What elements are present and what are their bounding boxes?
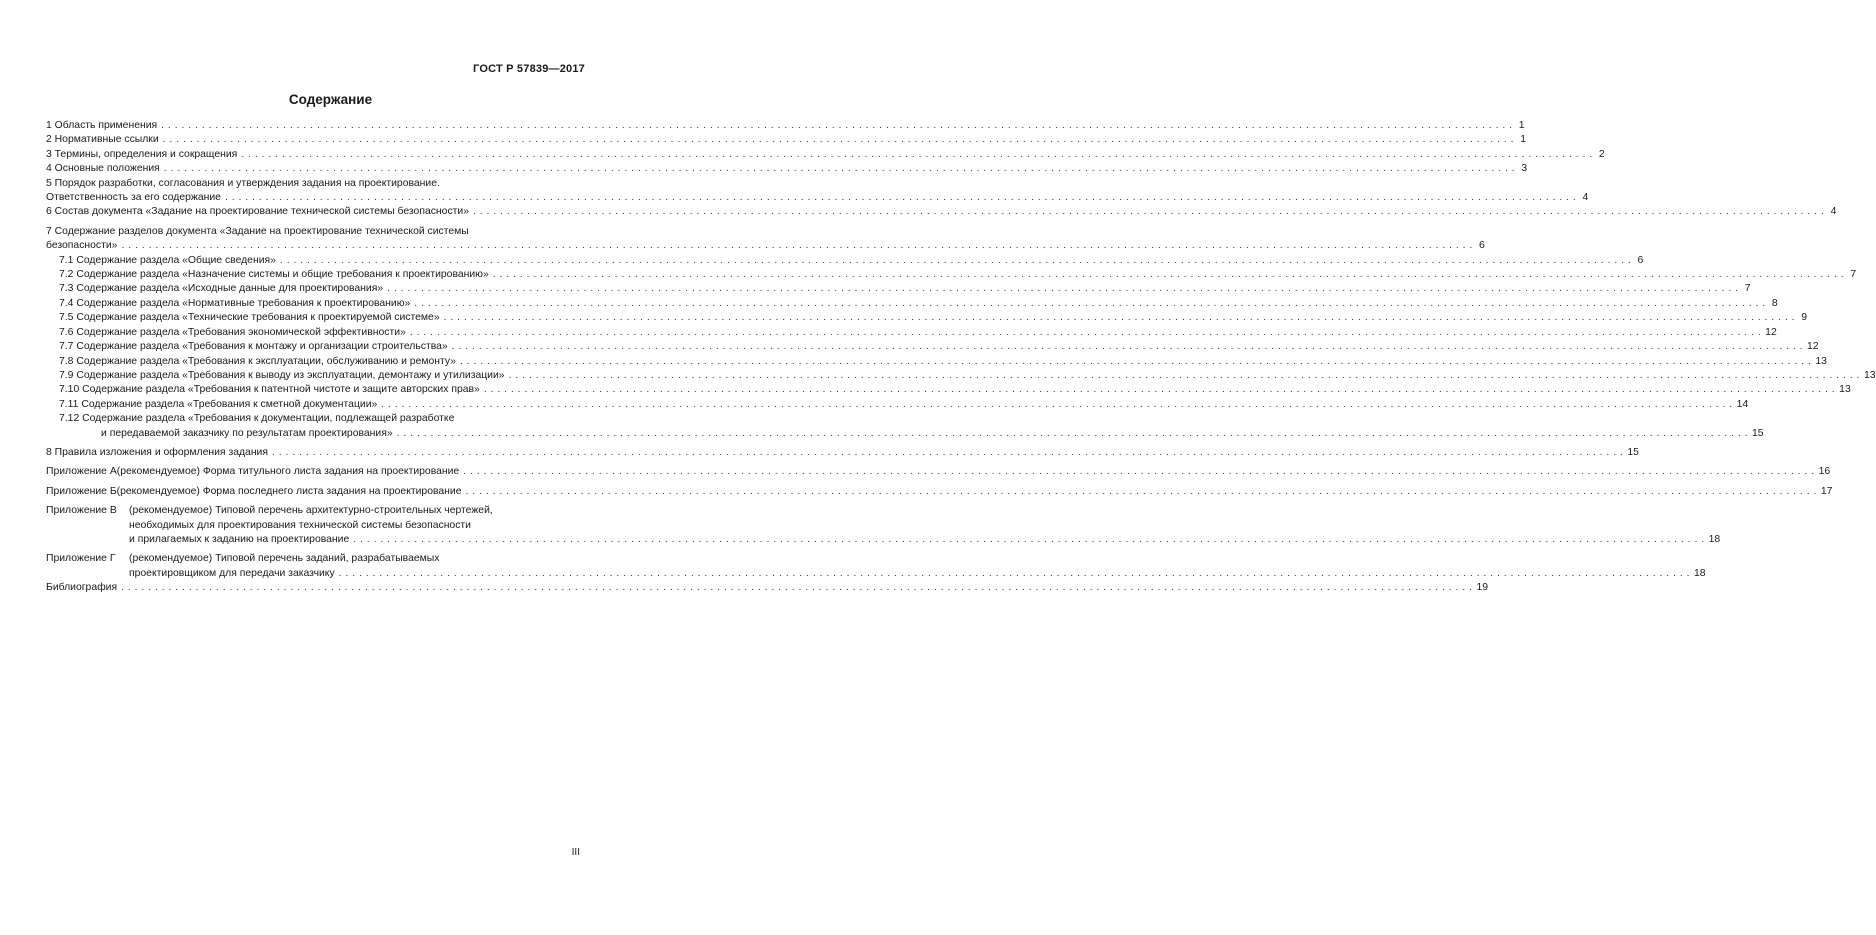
toc-entry-title-cont: и прилагаемых к заданию на проектирование (129, 533, 350, 545)
toc-entry-page: 13 (1839, 384, 1851, 396)
toc-entry-title: 1 Область применения (46, 120, 158, 131)
dot-leader: . . . . . . . . . . . . . . . . . . . . . . . . . . . . . . . . . . . . . . . . . . . . . . . . . . . . . . . . . . . . . . . . . . . . . . . . . . . . . . . . . . . . . . . . . . . . . . . . . . . . . . . . . . . . . . . . . . . . . . . . . . . . . . . . . . . . . . . . . . . . . . . . . . . . . . . . . . . . . . . . . . . . . . . . . . . . . . . . . . . . . . . . . . . . . . . . . . . . . . . . (161, 120, 1513, 131)
toc-entry-title: 7.3 Содержание раздела «Исходные данные для проектирования» (59, 283, 384, 295)
toc-entry-title: (рекомендуемое) Типовой перечень архитектурно-строительных чертежей, (129, 505, 493, 517)
dot-leader: . . . . . . . . . . . . . . . . . . . . . . . . . . . . . . . . . . . . . . . . . . . . . . . . . . . . . . . . . . . . . . . . . . . . . . . . . . . . . . . . . . . . . . . . . . . . . . . . . . . . . . . . . . . . . . . . . . . . . . . . . . . . . . . . . . . . . . . . . . . . . . . . . . . . . . . . . . . . . . . . . . . . . . . . . . . . . . . . . . . . . . . . . . . . . . . . . . . . . . . . (338, 567, 1691, 579)
toc-entry[interactable] (46, 326, 1777, 340)
toc-entry-title: 7.5 Содержание раздела «Технические требования к проектируемой системе» (59, 312, 440, 324)
toc-entry[interactable] (46, 412, 1764, 441)
dot-leader: . . . . . . . . . . . . . . . . . . . . . . . . . . . . . . . . . . . . . . . . . . . . . . . . . . . . . . . . . . . . . . . . . . . . . . . . . . . . . . . . . . . . . . . . . . . . . . . . . . . . . . . . . . . . . . . . . . . . . . . . . . . . . . . . . . . . . . . . . . . . . . . . . . . . . . . . . . . . . . . . . . . . . . . . . . . . . . . . . . . . . . . . . . . . . . . . . . . . . . . . (443, 312, 1795, 324)
toc-entry-page: 18 (1694, 567, 1706, 579)
toc-entry[interactable] (46, 119, 1525, 133)
dot-leader: . . . . . . . . . . . . . . . . . . . . . . . . . . . . . . . . . . . . . . . . . . . . . . . . . . . . . . . . . . . . . . . . . . . . . . . . . . . . . . . . . . . . . . . . . . . . . . . . . . . . . . . . . . . . . . . . . . . . . . . . . . . . . . . . . . . . . . . . . . . . . . . . . . . . . . . . . . . . . . . . . . . . . . . . . . . . . . . . . . . . . . . . . . . . . . . . . . . . . . . . (121, 582, 1473, 594)
toc-entry-title-cont: безопасности» (46, 240, 118, 252)
toc-entry[interactable] (46, 225, 1485, 254)
toc-entry[interactable] (46, 311, 1807, 325)
appendix-label: Приложение А (46, 466, 117, 478)
toc-entry[interactable] (46, 268, 1857, 282)
toc-entry-page: 13 (1815, 355, 1827, 367)
toc-entry-page: 17 (1820, 485, 1833, 497)
toc-entry-title: (рекомендуемое) Форма последнего листа задания на проектирование (116, 485, 462, 497)
dot-leader: . . . . . . . . . . . . . . . . . . . . . . . . . . . . . . . . . . . . . . . . . . . . . . . . . . . . . . . . . . . . . . . . . . . . . . . . . . . . . . . . . . . . . . . . . . . . . . . . . . . . . . . . . . . . . . . . . . . . . . . . . . . . . . . . . . . . . . . . . . . . . . . . . . . . . . . . . . . . . . . . . . . . . . . . . . . . . . . . . . . . . . . . . . . . . . . . . . . . . . . . (459, 355, 1812, 367)
toc-entry-page: 4 (1830, 206, 1837, 218)
toc-entry-page: 1 (1518, 120, 1525, 131)
toc-entry-page: 1 (1520, 134, 1527, 146)
dot-leader: . . . . . . . . . . . . . . . . . . . . . . . . . . . . . . . . . . . . . . . . . . . . . . . . . . . . . . . . . . . . . . . . . . . . . . . . . . . . . . . . . . . . . . . . . . . . . . . . . . . . . . . . . . . . . . . . . . . . . . . . . . . . . . . . . . . . . . . . . . . . . . . . . . . . . . . . . . . . . . . . . . . . . . . . . . . . . . . . . . . . . . . . . . . . . . . . . . . . . . . . (508, 369, 1860, 381)
toc-entry-page: 4 (1582, 192, 1589, 204)
toc-entry-title: (рекомендуемое) Типовой перечень заданий, разрабатываемых (129, 553, 440, 565)
toc-entry-appendix-g[interactable] (46, 552, 1706, 581)
dot-leader: . . . . . . . . . . . . . . . . . . . . . . . . . . . . . . . . . . . . . . . . . . . . . . . . . . . . . . . . . . . . . . . . . . . . . . . . . . . . . . . . . . . . . . . . . . . . . . . . . . . . . . . . . . . . . . . . . . . . . . . . . . . . . . . . . . . . . . . . . . . . . . . . . . . . . . . . . . . . . . . . . . . . . . . . . . . . . . . . . . . . . . . . . . . . . . . . . . . . . . . . (381, 398, 1733, 410)
toc-entry[interactable] (46, 383, 1851, 397)
page-number: III (571, 847, 580, 858)
toc-entry-title: 3 Термины, определения и сокращения (46, 148, 238, 160)
toc-entry-page: 15 (1751, 427, 1764, 439)
toc-entry[interactable] (46, 205, 1837, 219)
toc-entry-appendix-a[interactable] (46, 465, 1831, 479)
appendix-label: Приложение В (46, 505, 117, 517)
toc-entry-bibliography[interactable] (46, 581, 1489, 595)
toc-entry-page: 12 (1765, 326, 1777, 338)
appendix-label: Приложение Г (46, 553, 116, 565)
toc-entry-title: 7.10 Содержание раздела «Требования к патентной чистоте и защите авторских прав» (59, 384, 480, 396)
dot-leader: . . . . . . . . . . . . . . . . . . . . . . . . . . . . . . . . . . . . . . . . . . . . . . . . . . . . . . . . . . . . . . . . . . . . . . . . . . . . . . . . . . . . . . . . . . . . . . . . . . . . . . . . . . . . . . . . . . . . . . . . . . . . . . . . . . . . . . . . . . . . . . . . . . . . . . . . . . . . . . . . . . . . . . . . . . . . . . . . . . . . . . . . . . . . . . . . . . . . . . . . (387, 283, 1739, 295)
toc-entry-title: 2 Нормативные ссылки (46, 134, 159, 146)
dot-leader: . . . . . . . . . . . . . . . . . . . . . . . . . . . . . . . . . . . . . . . . . . . . . . . . . . . . . . . . . . . . . . . . . . . . . . . . . . . . . . . . . . . . . . . . . . . . . . . . . . . . . . . . . . . . . . . . . . . . . . . . . . . . . . . . . . . . . . . . . . . . . . . . . . . . . . . . . . . . . . . . . . . . . . . . . . . . . . . . . . . . . . . . . . . . . . . . . . . . . . . . (465, 485, 1817, 497)
toc-entry[interactable] (46, 162, 1528, 176)
dot-leader: . . . . . . . . . . . . . . . . . . . . . . . . . . . . . . . . . . . . . . . . . . . . . . . . . . . . . . . . . . . . . . . . . . . . . . . . . . . . . . . . . . . . . . . . . . . . . . . . . . . . . . . . . . . . . . . . . . . . . . . . . . . . . . . . . . . . . . . . . . . . . . . . . . . . . . . . . . . . . . . . . . . . . . . . . . . . . . . . . . . . . . . . . . . . . . . . . . . . . . . . (451, 341, 1804, 353)
toc-entry[interactable] (46, 282, 1751, 296)
dot-leader: . . . . . . . . . . . . . . . . . . . . . . . . . . . . . . . . . . . . . . . . . . . . . . . . . . . . . . . . . . . . . . . . . . . . . . . . . . . . . . . . . . . . . . . . . . . . . . . . . . . . . . . . . . . . . . . . . . . . . . . . . . . . . . . . . . . . . . . . . . . . . . . . . . . . . . . . . . . . . . . . . . . . . . . . . . . . . . . . . . . . . . . . . . . . . . . . . . . . . . . . (463, 466, 1815, 478)
toc-entry-title: 7.6 Содержание раздела «Требования экономической эффективности» (59, 326, 406, 338)
toc-entry-page: 6 (1479, 240, 1485, 252)
toc-entry[interactable] (46, 148, 1605, 162)
toc-entry-page: 18 (1708, 533, 1721, 545)
toc-entry[interactable] (46, 355, 1827, 369)
toc-entry-page: 15 (1627, 446, 1639, 458)
toc-entry-page: 16 (1818, 466, 1831, 478)
dot-leader: . . . . . . . . . . . . . . . . . . . . . . . . . . . . . . . . . . . . . . . . . . . . . . . . . . . . . . . . . . . . . . . . . . . . . . . . . . . . . . . . . . . . . . . . . . . . . . . . . . . . . . . . . . . . . . . . . . . . . . . . . . . . . . . . . . . . . . . . . . . . . . . . . . . . . . . . . . . . . . . . . . . . . . . . . . . . . . . . . . . . . . . . . . . . . . . . . . . . . . . . (483, 384, 1836, 396)
toc-entry[interactable] (46, 369, 1876, 383)
dot-leader: . . . . . . . . . . . . . . . . . . . . . . . . . . . . . . . . . . . . . . . . . . . . . . . . . . . . . . . . . . . . . . . . . . . . . . . . . . . . . . . . . . . . . . . . . . . . . . . . . . . . . . . . . . . . . . . . . . . . . . . . . . . . . . . . . . . . . . . . . . . . . . . . . . . . . . . . . . . . . . . . . . . . . . . . . . . . . . . . . . . . . . . . . . . . . . . . . . . . . . . . (492, 269, 1845, 281)
toc-entry-title: 7 Содержание разделов документа «Задание на проектирование технической системы (46, 225, 469, 237)
toc-entry-title: 7.7 Содержание раздела «Требования к монтажу и организации строительства» (59, 341, 448, 353)
toc-entry-title: 5 Порядок разработки, согласования и утверждения задания на проектирование. (46, 177, 440, 189)
page-title: Содержание (288, 92, 373, 107)
toc-entry[interactable] (46, 446, 1639, 460)
dot-leader: . . . . . . . . . . . . . . . . . . . . . . . . . . . . . . . . . . . . . . . . . . . . . . . . . . . . . . . . . . . . . . . . . . . . . . . . . . . . . . . . . . . . . . . . . . . . . . . . . . . . . . . . . . . . . . . . . . . . . . . . . . . . . . . . . . . . . . . . . . . . . . . . . . . . . . . . . . . . . . . . . . . . . . . . . . . . . . . . . . . . . . . . . . . . . . . . . . . . . . . . (353, 533, 1705, 545)
toc-entry-page: 13 (1863, 369, 1876, 381)
document-code: ГОСТ Р 57839—2017 (473, 63, 585, 75)
toc-entry-page: 19 (1476, 582, 1489, 594)
toc-entry[interactable] (46, 254, 1644, 268)
toc-entry[interactable] (46, 177, 1589, 206)
dot-leader: . . . . . . . . . . . . . . . . . . . . . . . . . . . . . . . . . . . . . . . . . . . . . . . . . . . . . . . . . . . . . . . . . . . . . . . . . . . . . . . . . . . . . . . . . . . . . . . . . . . . . . . . . . . . . . . . . . . . . . . . . . . . . . . . . . . . . . . . . . . . . . . . . . . . . . . . . . . . . . . . . . . . . . . . . . . . . . . . . . . . . . . . . . . . . . . . . . . . . . . . (414, 297, 1766, 309)
toc-entry-title: 7.11 Содержание раздела «Требования к сметной документации» (59, 398, 378, 410)
toc-entry-appendix-b[interactable] (46, 485, 1833, 499)
toc-entry-title: 4 Основные положения (46, 163, 160, 175)
dot-leader: . . . . . . . . . . . . . . . . . . . . . . . . . . . . . . . . . . . . . . . . . . . . . . . . . . . . . . . . . . . . . . . . . . . . . . . . . . . . . . . . . . . . . . . . . . . . . . . . . . . . . . . . . . . . . . . . . . . . . . . . . . . . . . . . . . . . . . . . . . . . . . . . . . . . . . . . . . . . . . . . . . . . . . . . . . . . . . . . . . . . . . . . . . . . . . . . . . . . . . . . (396, 427, 1748, 439)
dot-leader: . . . . . . . . . . . . . . . . . . . . . . . . . . . . . . . . . . . . . . . . . . . . . . . . . . . . . . . . . . . . . . . . . . . . . . . . . . . . . . . . . . . . . . . . . . . . . . . . . . . . . . . . . . . . . . . . . . . . . . . . . . . . . . . . . . . . . . . . . . . . . . . . . . . . . . . . . . . . . . . . . . . . . . . . . . . . . . . . . . . . . . . . . . . . . . . . . . . . . . . . (279, 254, 1632, 266)
toc-entry-title-cont: проектировщиком для передачи заказчику (129, 567, 335, 579)
toc-entry-title: 7.2 Содержание раздела «Назначение системы и общие требования к проектированию» (59, 269, 489, 281)
toc-entry-title-cont: необходимых для проектирования технической системы безопасности (129, 519, 471, 531)
toc-entry-page: 3 (1521, 163, 1528, 175)
dot-leader: . . . . . . . . . . . . . . . . . . . . . . . . . . . . . . . . . . . . . . . . . . . . . . . . . . . . . . . . . . . . . . . . . . . . . . . . . . . . . . . . . . . . . . . . . . . . . . . . . . . . . . . . . . . . . . . . . . . . . . . . . . . . . . . . . . . . . . . . . . . . . . . . . . . . . . . . . . . . . . . . . . . . . . . . . . . . . . . . . . . . . . . . . . . . . . . . . . . . . . . . (272, 446, 1624, 458)
toc-entry[interactable] (46, 133, 1527, 147)
toc-entry[interactable] (46, 340, 1819, 354)
dot-leader: . . . . . . . . . . . . . . . . . . . . . . . . . . . . . . . . . . . . . . . . . . . . . . . . . . . . . . . . . . . . . . . . . . . . . . . . . . . . . . . . . . . . . . . . . . . . . . . . . . . . . . . . . . . . . . . . . . . . . . . . . . . . . . . . . . . . . . . . . . . . . . . . . . . . . . . . . . . . . . . . . . . . . . . . . . . . . . . . . . . . . . . . . . . . . . . . . . . . . . . . (409, 326, 1762, 338)
toc-entry-page: 2 (1598, 148, 1605, 160)
toc-entry-title: 6 Состав документа «Задание на проектирование технической системы безопасности» (46, 206, 469, 218)
toc-entry-title: 7.4 Содержание раздела «Нормативные требования к проектированию» (59, 297, 411, 309)
appendix-label: Приложение Б (46, 485, 117, 497)
toc-entry-page: 7 (1850, 269, 1857, 281)
toc-entry-page: 12 (1807, 341, 1819, 353)
dot-leader: . . . . . . . . . . . . . . . . . . . . . . . . . . . . . . . . . . . . . . . . . . . . . . . . . . . . . . . . . . . . . . . . . . . . . . . . . . . . . . . . . . . . . . . . . . . . . . . . . . . . . . . . . . . . . . . . . . . . . . . . . . . . . . . . . . . . . . . . . . . . . . . . . . . . . . . . . . . . . . . . . . . . . . . . . . . . . . . . . . . . . . . . . . . . . . . . . . . . . . . . (224, 192, 1577, 204)
dot-leader: . . . . . . . . . . . . . . . . . . . . . . . . . . . . . . . . . . . . . . . . . . . . . . . . . . . . . . . . . . . . . . . . . . . . . . . . . . . . . . . . . . . . . . . . . . . . . . . . . . . . . . . . . . . . . . . . . . . . . . . . . . . . . . . . . . . . . . . . . . . . . . . . . . . . . . . . . . . . . . . . . . . . . . . . . . . . . . . . . . . . . . . . . . . . . . . . . . . . . . . . (472, 206, 1825, 218)
toc-entry-title: Библиография (46, 582, 118, 594)
toc-entry[interactable] (46, 398, 1749, 412)
toc-entry-title: 8 Правила изложения и оформления задания (46, 446, 268, 458)
dot-leader: . . . . . . . . . . . . . . . . . . . . . . . . . . . . . . . . . . . . . . . . . . . . . . . . . . . . . . . . . . . . . . . . . . . . . . . . . . . . . . . . . . . . . . . . . . . . . . . . . . . . . . . . . . . . . . . . . . . . . . . . . . . . . . . . . . . . . . . . . . . . . . . . . . . . . . . . . . . . . . . . . . . . . . . . . . . . . . . . . . . . . . . . . . . . . . . . . . . . . . . . (121, 240, 1473, 252)
toc-entry-title: 7.12 Содержание раздела «Требования к документации, подлежащей разработке (59, 413, 455, 425)
dot-leader: . . . . . . . . . . . . . . . . . . . . . . . . . . . . . . . . . . . . . . . . . . . . . . . . . . . . . . . . . . . . . . . . . . . . . . . . . . . . . . . . . . . . . . . . . . . . . . . . . . . . . . . . . . . . . . . . . . . . . . . . . . . . . . . . . . . . . . . . . . . . . . . . . . . . . . . . . . . . . . . . . . . . . . . . . . . . . . . . . . . . . . . . . . . . . . . . . . . . . . . . (162, 134, 1515, 146)
toc-entry-page: 7 (1744, 283, 1751, 295)
toc-entry-page: 14 (1736, 398, 1749, 410)
dot-leader: . . . . . . . . . . . . . . . . . . . . . . . . . . . . . . . . . . . . . . . . . . . . . . . . . . . . . . . . . . . . . . . . . . . . . . . . . . . . . . . . . . . . . . . . . . . . . . . . . . . . . . . . . . . . . . . . . . . . . . . . . . . . . . . . . . . . . . . . . . . . . . . . . . . . . . . . . . . . . . . . . . . . . . . . . . . . . . . . . . . . . . . . . . . . . . . . . . . . . . . . (241, 148, 1593, 160)
toc-entry-title: 7.1 Содержание раздела «Общие сведения» (59, 254, 276, 266)
dot-leader: . . . . . . . . . . . . . . . . . . . . . . . . . . . . . . . . . . . . . . . . . . . . . . . . . . . . . . . . . . . . . . . . . . . . . . . . . . . . . . . . . . . . . . . . . . . . . . . . . . . . . . . . . . . . . . . . . . . . . . . . . . . . . . . . . . . . . . . . . . . . . . . . . . . . . . . . . . . . . . . . . . . . . . . . . . . . . . . . . . . . . . . . . . . . . . . . . . . . . . . . (163, 163, 1516, 175)
toc-entry-title-cont: Ответственность за его содержание (46, 192, 221, 204)
table-of-contents (46, 119, 1876, 596)
toc-entry-title: (рекомендуемое) Форма титульного листа задания на проектирование (116, 466, 460, 478)
toc-entry-title: 7.8 Содержание раздела «Требования к эксплуатации, обслуживанию и ремонту» (59, 355, 456, 367)
toc-entry[interactable] (46, 297, 1778, 311)
toc-entry-appendix-v[interactable] (46, 504, 1721, 547)
toc-entry-title-cont: и передаваемой заказчику по результатам проектирования» (101, 427, 393, 439)
toc-entry-page: 8 (1771, 297, 1778, 309)
toc-entry-page: 9 (1801, 312, 1807, 324)
toc-entry-page: 6 (1637, 254, 1644, 266)
toc-entry-title: 7.9 Содержание раздела «Требования к выводу из эксплуатации, демонтажу и утилизации» (59, 369, 505, 381)
